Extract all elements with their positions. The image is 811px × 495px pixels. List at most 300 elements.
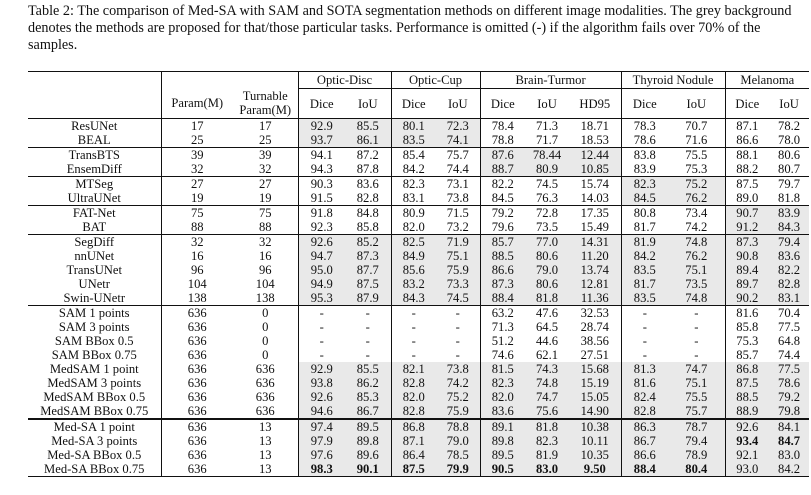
metric-cell: 84.5 [480,191,525,206]
table-row [28,448,809,462]
metric-cell: 75.1 [668,376,725,390]
table-row [28,320,809,334]
method-name: Med-SA 3 points [28,434,161,448]
metric-cell: - [436,306,480,321]
metric-cell: 73.5 [668,277,725,291]
metric-cell: 92.1 [725,448,769,462]
metric-cell: 13.74 [569,263,621,277]
param-cell: 25 [190,133,204,147]
table-row [28,291,809,306]
metric-cell: 64.8 [778,334,801,348]
metric-cell: 85.7 [480,235,525,250]
param-cell: 636 [187,376,207,390]
metric-cell: 87.3 [480,277,525,291]
metric-cell: 15.68 [569,362,621,376]
param-cell: 636 [187,448,207,462]
metric-cell: 90.2 [725,291,769,306]
metric-cell: 87.5 [345,277,391,291]
metric-cell: 93.8 [298,376,345,390]
param-cell: 636 [187,404,207,418]
metric-cell: 84.2 [769,462,809,477]
metric-header: IoU [357,96,378,111]
metric-cell: 85.2 [345,235,391,250]
metric-cell: 74.8 [525,376,569,390]
task-header: Melanoma [725,72,809,89]
metric-cell: 87.8 [356,162,379,176]
param-cell: 636 [187,348,207,362]
metric-cell: 88.4 [621,462,668,477]
metric-cell: 15.19 [569,376,621,390]
metric-cell: 75.3 [725,334,769,348]
method-name: MedSAM BBox 0.5 [28,390,161,404]
param-cell: 75 [161,206,233,221]
metric-cell: 82.0 [480,390,525,404]
metric-cell: 77.0 [525,235,569,250]
metric-cell: - [298,334,345,348]
metric-cell: 73.8 [446,191,469,205]
method-name: MedSAM BBox 0.75 [28,404,161,419]
caption-label: Table 2: [28,3,74,19]
table-row [28,249,809,263]
metric-cell: 92.6 [725,419,769,434]
method-name: BAT [28,220,161,235]
turnable-param-cell: 25 [258,133,272,147]
metric-cell: 87.3 [345,249,391,263]
method-name: Med-SA BBox 0.75 [28,462,161,477]
metric-cell: 83.0 [525,462,569,477]
metric-cell: 10.85 [569,162,621,177]
metric-cell: - [621,334,668,348]
metric-cell: 78.6 [621,133,668,148]
metric-cell: 14.31 [569,235,621,250]
metric-cell: 79.2 [769,390,809,404]
metric-header: Dice [298,89,345,119]
metric-cell: - [455,320,460,334]
table-row [28,119,809,134]
metric-cell: - [365,348,370,362]
metric-cell: 87.9 [345,291,391,306]
metric-cell: 77.5 [769,362,809,376]
metric-cell: 74.8 [668,291,725,306]
metric-cell: 85.6 [391,263,436,277]
metric-cell: 44.6 [536,334,559,348]
turnable-param-cell: 32 [258,162,272,176]
metric-cell: 18.71 [569,119,621,134]
metric-cell: 82.5 [391,235,436,250]
table-row [28,235,809,250]
metric-cell: 90.5 [480,462,525,477]
metric-cell: 70.7 [668,119,725,134]
metric-cell: 73.3 [436,277,480,291]
metric-cell: 73.4 [668,206,725,221]
metric-cell: 82.2 [769,263,809,277]
metric-header: Dice [621,89,668,119]
metric-cell: 89.6 [345,448,391,462]
param-cell: 27 [161,177,233,192]
method-name: MedSAM 3 points [28,376,161,390]
metric-cell: 76.2 [668,249,725,263]
metric-cell: 89.0 [725,191,769,206]
metric-cell: 92.6 [298,390,345,404]
metric-cell: 80.4 [668,462,725,477]
turnable-param-cell: 13 [258,434,272,448]
metric-cell: 80.6 [769,148,809,163]
metric-cell: 92.3 [298,220,345,235]
metric-cell: 89.4 [725,263,769,277]
turnable-param-cell: 0 [262,348,269,362]
metric-cell: 81.8 [525,291,569,306]
metric-header: HD95 [579,96,611,111]
metric-cell: 84.2 [391,162,436,177]
metric-cell: 11.36 [569,291,621,306]
metric-cell: 12.81 [569,277,621,291]
metric-cell: 75.2 [436,390,480,404]
metric-cell: 83.5 [391,133,436,148]
metric-cell: 79.4 [668,434,725,448]
metric-cell: 97.6 [298,448,345,462]
param-cell: 32 [190,162,204,176]
param-cell: 19 [190,191,204,205]
method-name: TransBTS [28,148,161,163]
method-name: nnUNet [28,249,161,263]
metric-cell: 93.4 [725,434,769,448]
metric-cell: 97.4 [298,419,345,434]
metric-cell: 88.5 [725,390,769,404]
metric-cell: 47.6 [525,306,569,321]
metric-cell: 80.9 [391,206,436,221]
caption-text: The comparison of Med-SA with SAM and SOTA segmentation methods on different image modalities. The grey background denotes the methods are proposed for that/those particular tasks. Performance is omitted (-) if the algorithm fails over 70% of the samples. [28,3,792,53]
metric-cell: 85.5 [345,362,391,376]
metric-cell: 78.7 [668,419,725,434]
metric-cell: 81.8 [778,191,801,205]
metric-cell: 74.8 [668,235,725,250]
metric-cell: 82.4 [621,390,668,404]
metric-cell: 87.5 [391,462,436,477]
metric-cell: 80.9 [525,162,569,177]
turnable-param-cell: 75 [233,206,298,221]
metric-cell: 86.6 [725,133,769,148]
metric-cell: 84.9 [391,249,436,263]
metric-cell: 80.8 [621,206,668,221]
param-cell: 636 [187,320,207,334]
metric-cell: 81.7 [621,220,668,235]
metric-cell: 78.6 [769,376,809,390]
task-header-row [28,72,809,89]
metric-cell: 88.5 [480,249,525,263]
table-row [28,348,809,362]
metric-cell: 10.11 [569,434,621,448]
metric-cell: 82.8 [391,376,436,390]
metric-cell: - [621,348,668,362]
metric-cell: 86.7 [345,404,391,419]
metric-cell: 81.3 [621,362,668,376]
metric-cell: 79.4 [769,235,809,250]
method-name: SegDiff [28,235,161,250]
metric-cell: - [455,348,460,362]
metric-cell: 88.9 [725,404,769,419]
metric-cell: 51.2 [480,334,525,348]
table-row [28,206,809,221]
param-cell: 16 [190,249,204,263]
method-name: MTSeg [28,177,161,192]
metric-cell: 81.9 [621,235,668,250]
metric-cell: 91.5 [298,191,345,206]
metric-header: Dice [725,89,769,119]
metric-cell: 74.7 [525,390,569,404]
metric-cell: 32.53 [569,306,621,321]
metric-cell: 78.9 [668,448,725,462]
metric-cell: 82.3 [480,376,525,390]
metric-cell: 85.4 [391,148,436,163]
metric-cell: 90.3 [298,177,345,192]
task-header: Thyroid Nodule [621,72,725,89]
metric-cell: 87.2 [345,148,391,163]
metric-cell: 86.8 [391,419,436,434]
metric-cell: 79.2 [480,206,525,221]
metric-cell: 83.9 [621,162,668,177]
method-name: Med-SA BBox 0.5 [28,448,161,462]
method-name: FAT-Net [28,206,161,221]
metric-cell: 75.6 [525,404,569,419]
metric-cell: 75.3 [685,162,708,176]
metric-cell: 89.1 [480,419,525,434]
table-row [28,133,809,148]
table-row [28,277,809,291]
metric-cell: 89.8 [345,434,391,448]
table-row [28,390,809,404]
metric-cell: 81.6 [725,306,769,321]
metric-cell: 89.5 [345,419,391,434]
method-name: Swin-UNetr [28,291,161,306]
metric-cell: 87.3 [725,235,769,250]
metric-header: IoU [447,96,468,111]
table-caption [28,3,810,54]
metric-cell: 84.3 [769,220,809,235]
metric-cell: 92.9 [298,119,345,134]
table-row [28,162,809,177]
method-name: SAM 3 points [28,320,161,334]
metric-cell: 64.5 [536,320,559,334]
metric-cell: 17.35 [569,206,621,221]
metric-cell: 82.8 [356,191,379,205]
metric-cell: 86.3 [621,419,668,434]
metric-cell: 95.3 [298,291,345,306]
metric-cell: 83.1 [391,191,436,206]
param-cell: 39 [161,148,233,163]
table-row [28,462,809,477]
metric-header: IoU [537,96,557,111]
metric-cell: - [455,334,460,348]
turnable-param-cell: 138 [255,291,275,305]
metric-cell: 85.8 [356,220,379,234]
metric-cell: 83.9 [769,206,809,221]
metric-cell: 72.8 [525,206,569,221]
metric-cell: 79.9 [436,462,480,477]
metric-cell: 84.3 [391,291,436,306]
metric-cell: 83.6 [769,249,809,263]
metric-cell: 74.5 [436,291,480,306]
metric-cell: 86.6 [480,263,525,277]
param-cell: 636 [161,462,233,477]
metric-cell: 88.4 [480,291,525,306]
metric-cell: 90.1 [345,462,391,477]
metric-cell: 15.49 [580,220,609,234]
param-cell: 636 [187,390,207,404]
metric-cell: 87.5 [725,376,769,390]
metric-cell: - [365,320,370,334]
turnable-param-cell: 0 [262,320,269,334]
metric-cell: - [365,334,370,348]
metric-cell: 14.03 [580,191,609,205]
turnable-param-cell: 32 [233,235,298,250]
metric-header-row [28,89,809,119]
metric-cell: 79.0 [436,434,480,448]
metric-cell: 83.0 [769,448,809,462]
method-name: MedSAM 1 point [28,362,161,376]
metric-cell: 85.8 [725,320,769,334]
metric-cell: 84.5 [621,191,668,206]
metric-cell: 94.1 [298,148,345,163]
method-name: ResUNet [28,119,161,134]
task-header: Brain-Turmor [480,72,621,89]
turnable-param-cell: 0 [262,334,269,348]
metric-cell: - [391,306,436,321]
metric-cell: 86.7 [621,434,668,448]
metric-cell: 73.5 [536,220,559,234]
metric-cell: 81.8 [525,419,569,434]
metric-cell: - [621,320,668,334]
metric-cell: 93.0 [725,462,769,477]
metric-cell: 79.6 [480,220,525,235]
metric-cell: 80.7 [778,162,801,176]
metric-cell: 83.2 [391,277,436,291]
metric-cell: 88.2 [725,162,769,177]
table-row [28,177,809,192]
metric-header: IoU [686,96,707,111]
metric-cell: 87.5 [725,177,769,192]
param-cell: 88 [190,220,204,234]
metric-cell: 73.8 [436,362,480,376]
method-name: SAM 1 points [28,306,161,321]
metric-cell: 82.3 [391,177,436,192]
metric-cell: 79.8 [769,404,809,419]
metric-cell: - [668,306,725,321]
metric-cell: 83.6 [480,404,525,419]
metric-cell: 82.3 [621,177,668,192]
metric-cell: 86.4 [391,448,436,462]
turnable-param-cell: 17 [233,119,298,134]
table-row [28,404,809,419]
metric-cell: - [298,320,345,334]
turnable-param-cell: 0 [233,306,298,321]
metric-cell: 71.3 [525,119,569,134]
metric-cell: 15.74 [569,177,621,192]
metric-header: Dice [480,89,525,119]
metric-header: Dice [391,89,436,119]
method-name: UNetr [28,277,161,291]
metric-cell: 38.56 [580,334,609,348]
metric-cell: 75.1 [436,249,480,263]
task-header: Optic-Cup [391,72,480,89]
turnable-param-cell: 16 [258,249,272,263]
metric-cell: 78.5 [436,448,480,462]
metric-cell: - [345,306,391,321]
metric-cell: 74.3 [525,362,569,376]
metric-cell: 90.8 [725,249,769,263]
turnable-param-cell: 96 [258,263,272,277]
metric-cell: 81.7 [621,277,668,291]
metric-cell: 15.05 [569,390,621,404]
metric-cell: 80.1 [391,119,436,134]
metric-cell: 81.5 [480,362,525,376]
method-name: Med-SA 1 point [28,419,161,434]
metric-cell: 86.8 [725,362,769,376]
metric-cell: 91.8 [298,206,345,221]
method-name: TransUNet [28,263,161,277]
metric-cell: 14.90 [569,404,621,419]
turnable-param-cell: 104 [255,277,275,291]
comparison-table [28,71,809,477]
method-name: SAM BBox 0.5 [28,334,161,348]
param-cell: 636 [187,434,207,448]
metric-cell: - [391,320,436,334]
metric-cell: 94.7 [298,249,345,263]
metric-cell: 83.5 [621,263,668,277]
metric-cell: 85.7 [725,348,769,362]
metric-cell: - [621,306,668,321]
metric-cell: 71.5 [436,206,480,221]
metric-cell: 86.6 [621,448,668,462]
metric-cell: 82.0 [391,390,436,404]
metric-cell: 27.51 [580,348,609,362]
metric-cell: 83.5 [621,291,668,306]
table-row [28,148,809,163]
metric-cell: 95.0 [298,263,345,277]
method-name: UltraUNet [28,191,161,206]
metric-cell: 86.1 [345,133,391,148]
table-row [28,376,809,390]
metric-cell: 98.3 [298,462,345,477]
metric-cell: - [298,306,345,321]
metric-cell: 12.44 [569,148,621,163]
metric-cell: 84.2 [621,249,668,263]
metric-cell: 74.2 [685,220,708,234]
task-header: Optic-Disc [298,72,391,89]
turnable-param-cell: 13 [233,419,298,434]
table-row [28,334,809,348]
metric-cell: 82.8 [769,277,809,291]
metric-cell: 80.6 [525,249,569,263]
turnable-param-header: Turnable Param(M) [239,89,292,118]
turnable-param-cell: 39 [233,148,298,163]
turnable-param-cell: 88 [258,220,272,234]
table-row [28,220,809,235]
metric-cell: - [298,348,345,362]
metric-cell: 88.7 [480,162,525,177]
metric-cell: 82.0 [391,220,436,235]
metric-cell: 71.6 [685,133,708,147]
method-name: SAM BBox 0.75 [28,348,161,362]
metric-cell: 79.0 [525,263,569,277]
metric-cell: - [391,348,436,362]
param-cell: 636 [187,334,207,348]
metric-cell: 28.74 [580,320,609,334]
metric-cell: 93.7 [298,133,345,148]
metric-header: IoU [779,96,799,111]
metric-cell: 81.6 [621,376,668,390]
metric-cell: 87.1 [391,434,436,448]
param-cell: 104 [187,277,207,291]
